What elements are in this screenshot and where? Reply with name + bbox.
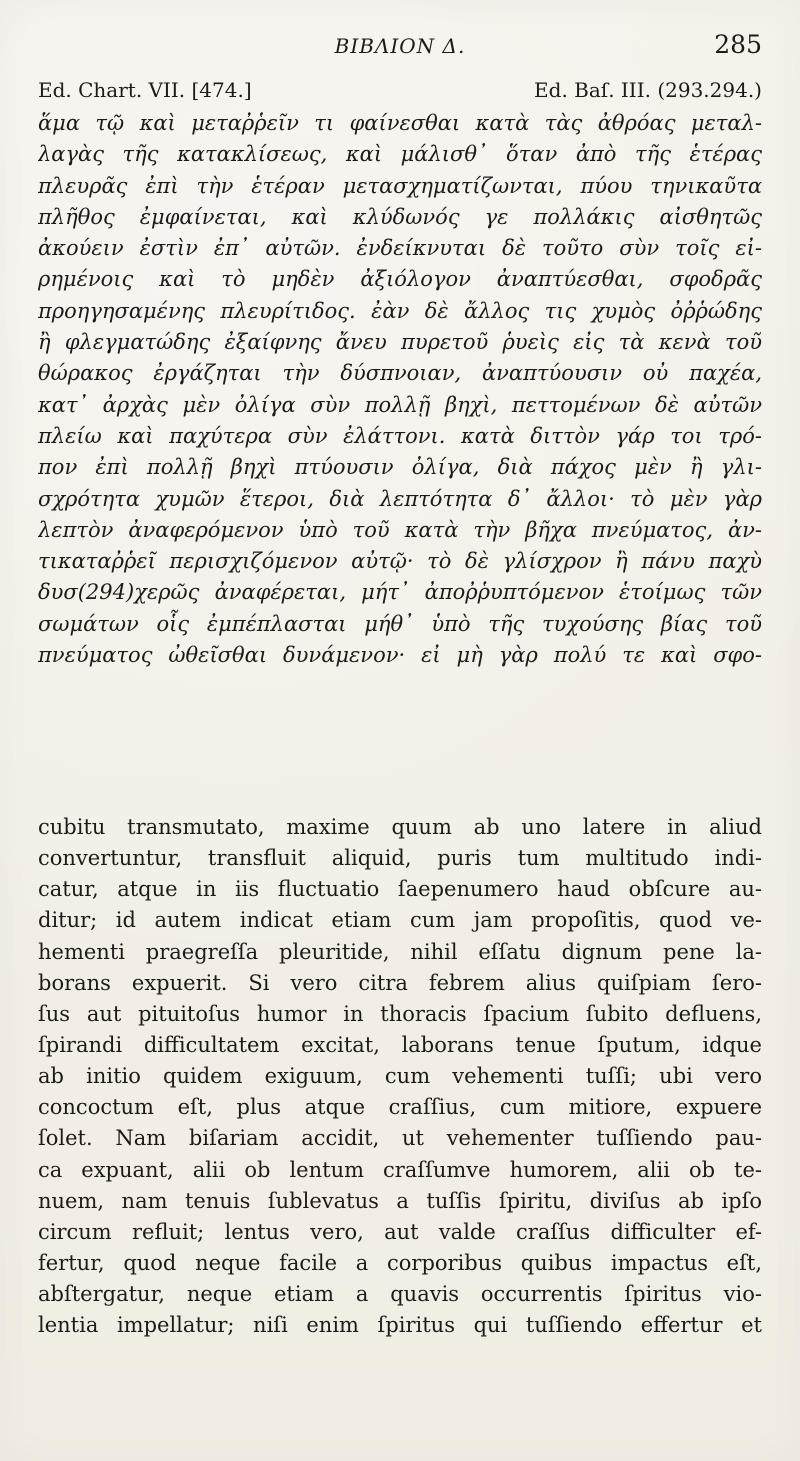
latin-text-line: concoctum eſt, plus atque craſſius, cum mitiore, expuere xyxy=(38,1095,762,1120)
greek-text-block xyxy=(38,108,762,758)
greek-text-line: πον ἐπὶ πολλῇ βηχὶ πτύουσιν ὀλίγα, διὰ πάχος μὲν ἢ γλι- xyxy=(38,455,762,480)
latin-text-line: circum refluit; lentus vero, aut valde craſſus difficulter ef- xyxy=(38,1219,762,1244)
greek-text-line: πλευρᾶς ἐπὶ τὴν ἑτέραν μετασχηματίζωνται, πύου τηνικαῦτα xyxy=(38,173,762,198)
latin-text-line: fertur, quod neque facile a corporibus quibus impactus eſt, xyxy=(38,1250,762,1275)
greek-text-line: ρημένοις καὶ τὸ μηδὲν ἀξιόλογον ἀναπτύεσθαι, σφοδρᾶς xyxy=(38,267,762,292)
latin-text-line: nuem, nam tenuis ſublevatus a tuſſis ſpiritu, diviſus ab ipſo xyxy=(38,1188,762,1213)
greek-text-line: σχρότητα χυμῶν ἕτεροι, διὰ λεπτότητα δ᾽ ἄλλοι· τὸ μὲν γὰρ xyxy=(38,486,762,511)
greek-text-line: δυσ(294)χερῶς ἀναφέρεται, μήτ᾽ ἀποῤῥυπτόμενον ἑτοίμως τῶν xyxy=(38,580,762,605)
latin-text-line: abſtergatur, neque etiam a quavis occurrentis ſpiritus vio- xyxy=(38,1282,762,1307)
edition-reference-left: Ed. Chart. VII. [474.] xyxy=(38,78,252,102)
greek-text-line: σωμάτων οἷς ἐμπέπλασται μήθ᾽ ὑπὸ τῆς τυχούσης βίας τοῦ xyxy=(38,611,762,636)
running-head xyxy=(0,24,800,64)
latin-text-line: ſus aut pituitoſus humor in thoracis ſpacium ſubito defluens, xyxy=(38,1001,762,1026)
greek-text-line: λεπτὸν ἀναφερόμενον ὑπὸ τοῦ κατὰ τὴν βῆχα πνεύματος, ἀν- xyxy=(38,517,762,542)
latin-text-line: convertuntur, transfluit aliquid, puris tum multitudo indi- xyxy=(38,846,762,871)
latin-text-line: lentia impellatur; niſi enim ſpiritus qui tuſſiendo effertur et xyxy=(38,1313,762,1338)
greek-text-line: πλείω καὶ παχύτερα σὺν ἐλάττονι. κατὰ διττὸν γάρ τοι τρό- xyxy=(38,423,762,448)
edition-reference-row xyxy=(38,78,762,106)
latin-text-line: ditur; id autem indicat etiam cum jam propoſitis, quod ve- xyxy=(38,908,762,933)
greek-text-line: πλῆθος ἐμφαίνεται, καὶ κλύδωνός γε πολλάκις αἰσθητῶς xyxy=(38,204,762,229)
edition-reference-right: Ed. Baſ. III. (293.294.) xyxy=(534,78,762,102)
greek-text-line: θώρακος ἐργάζηται τὴν δύσπνοιαν, ἀναπτύουσιν οὐ παχέα, xyxy=(38,361,762,386)
greek-text-line: τικαταῤῥεῖ περισχιζόμενον αὐτῷ· τὸ δὲ γλίσχρον ἢ πάνυ παχὺ xyxy=(38,549,762,574)
latin-text-line: borans expuerit. Si vero citra febrem alius quiſpiam ſero- xyxy=(38,970,762,995)
greek-text-line: ἀκούειν ἐστὶν ἐπ᾽ αὐτῶν. ἐνδείκνυται δὲ τοῦτο σὺν τοῖς εἰ- xyxy=(38,236,762,261)
latin-text-line: ca expuant, alii ob lentum craſſumve humorem, alii ob te- xyxy=(38,1157,762,1182)
greek-text-line: ἢ φλεγματώδης ἐξαίφνης ἄνευ πυρετοῦ ῥυεὶς εἰς τὰ κενὰ τοῦ xyxy=(38,330,762,355)
latin-text-line: cubitu transmutato, maxime quum ab uno latere in aliud xyxy=(38,815,762,839)
latin-text-block xyxy=(38,812,762,1432)
latin-text-line: catur, atque in iis fluctuatio ſaepenumero haud obſcure au- xyxy=(38,877,762,902)
greek-text-line: κατ᾽ ἀρχὰς μὲν ὀλίγα σὺν πολλῇ βηχὶ, πεττομένων δὲ αὐτῶν xyxy=(38,392,762,417)
latin-text-line: ſpirandi difficultatem excitat, laborans tenue ſputum, idque xyxy=(38,1032,762,1057)
latin-text-line: ſolet. Nam biſariam accidit, ut vehementer tuſſiendo pau- xyxy=(38,1126,762,1151)
greek-text-line: ἅμα τῷ καὶ μεταῤῥεῖν τι φαίνεσθαι κατὰ τὰς ἀθρόας μεταλ- xyxy=(38,111,762,135)
page-number: 285 xyxy=(714,30,762,59)
greek-text-line: λαγὰς τῆς κατακλίσεως, καὶ μάλισθ᾽ ὅταν ἀπὸ τῆς ἑτέρας xyxy=(38,142,762,167)
book-title: BIBΛΙΟΝ Δ. xyxy=(334,34,466,58)
latin-text-line: hementi praegreſſa pleuritide, nihil eſſatu dignum pene la- xyxy=(38,939,762,964)
greek-text-line: προηγησαμένης πλευρίτιδος. ἐὰν δὲ ἄλλος τις χυμὸς ὀῤῥώδης xyxy=(38,298,762,323)
latin-text-line: ab initio quidem exiguum, cum vehementi tuſſi; ubi vero xyxy=(38,1064,762,1089)
greek-text-line: πνεύματος ὠθεῖσθαι δυνάμενον· εἰ μὴ γὰρ πολύ τε καὶ σφο- xyxy=(38,643,762,668)
